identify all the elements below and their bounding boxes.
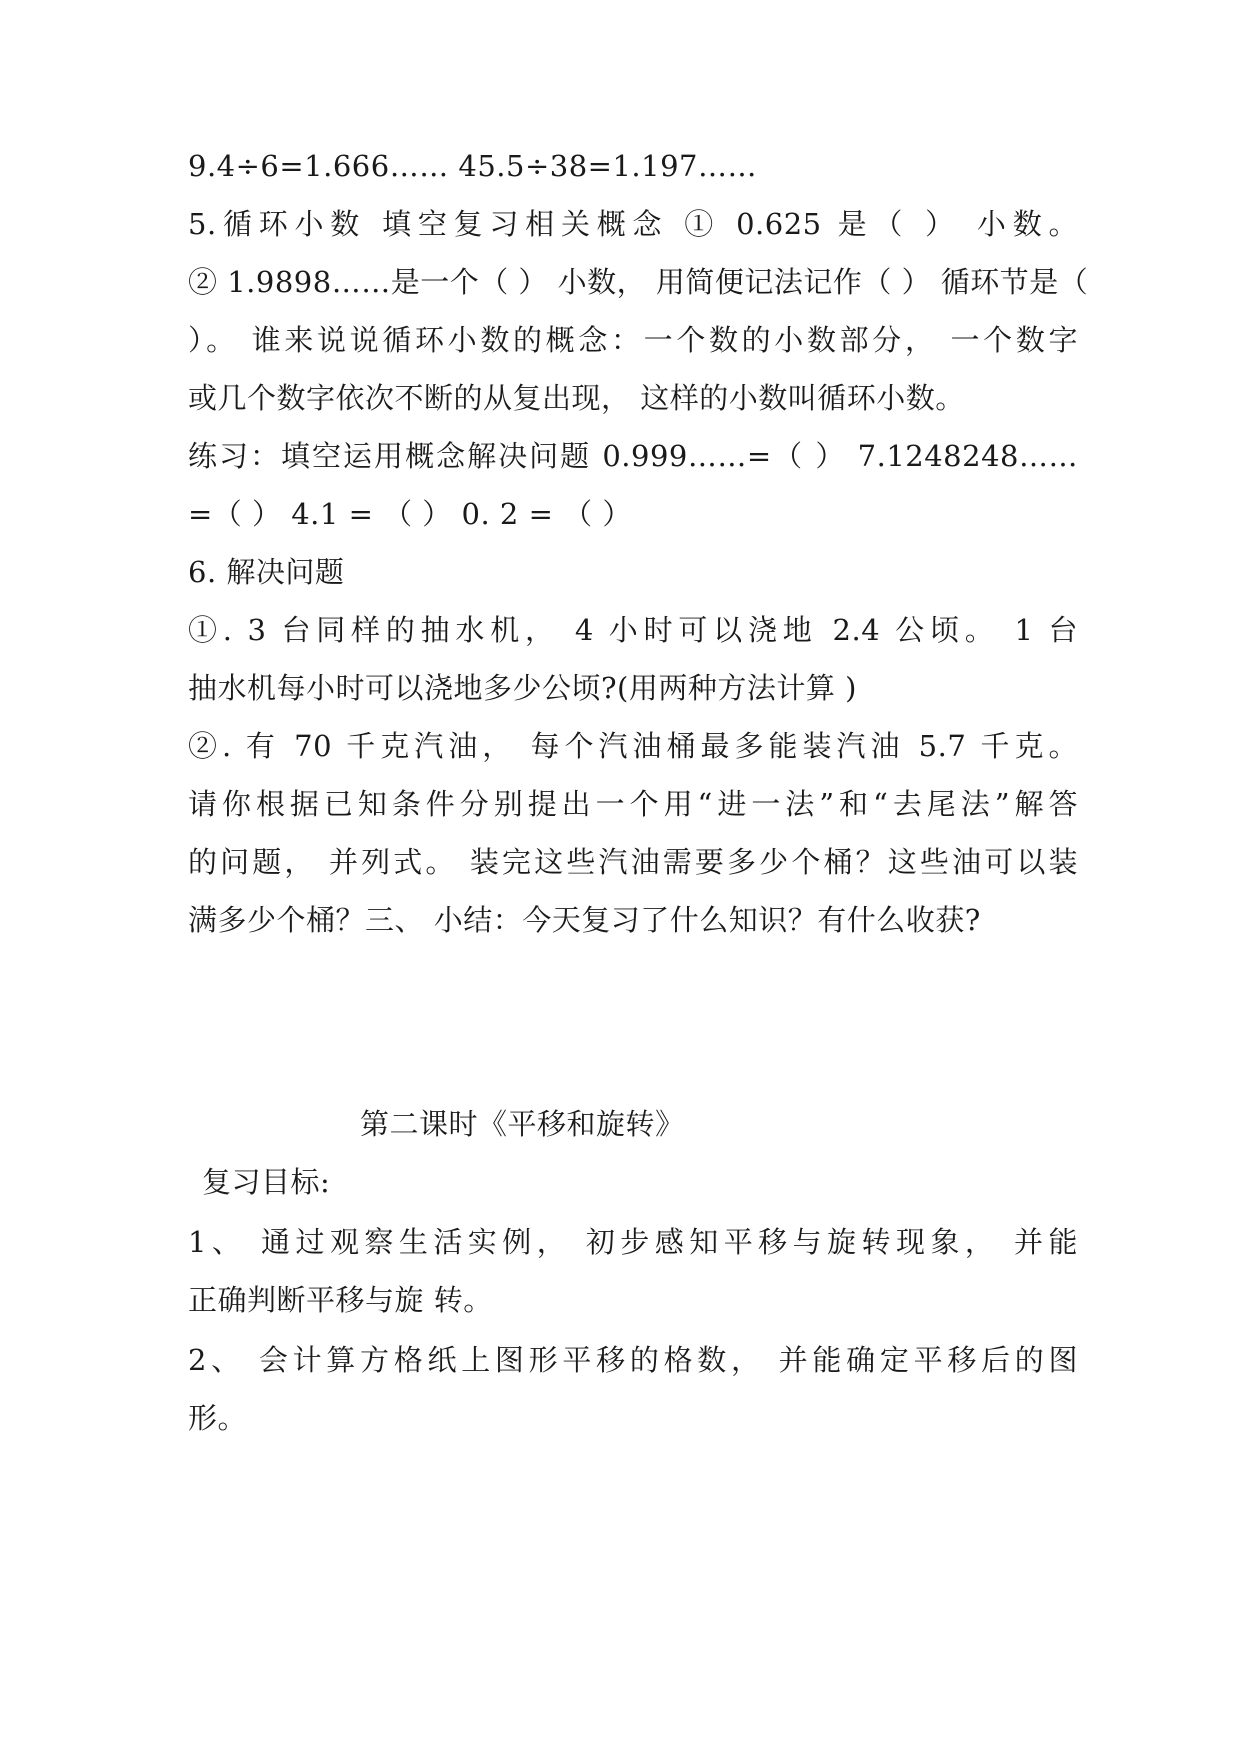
text-line-7: =（ ） 4.1 = （ ） 0. 2 = （ ） [188, 497, 632, 531]
goal-line-1: 1、 通过观察生活实例， 初步感知平移与旋转现象， 并能 [188, 1225, 1078, 1259]
goal-line-3: 2、 会计算方格纸上图形平移的格数， 并能确定平移后的图 [188, 1343, 1078, 1377]
text-line-13: 的问题， 并列式。 装完这些汽油需要多少个桶？这些油可以装 [188, 845, 1078, 879]
goal-line-4: 形。 [188, 1401, 248, 1435]
text-line-14: 满多少个桶？三、 小结：今天复习了什么知识？有什么收获? [188, 903, 981, 937]
review-goals-label: 复习目标: [202, 1165, 331, 1199]
text-line-9: ①. 3 台同样的抽水机， 4 小时可以浇地 2.4 公顷。 1 台 [188, 613, 1078, 647]
text-line-3: ② 1.9898……是一个（ ） 小数， 用简便记法记作（ ） 循环节是（ [188, 265, 1089, 299]
text-line-1: 9.4÷6=1.666…… 45.5÷38=1.197…… [188, 149, 757, 183]
text-line-5: 或几个数字依次不断的从复出现， 这样的小数叫循环小数。 [188, 381, 965, 415]
text-line-4: ）。 谁来说说循环小数的概念：一个数的小数部分， 一个数字 [188, 323, 1078, 357]
text-line-2: 5.循环小数 填空复习相关概念 ① 0.625 是（ ） 小数。 [188, 207, 1078, 241]
text-line-6: 练习：填空运用概念解决问题 0.999……=（ ） 7.1248248…… [188, 439, 1078, 473]
text-line-12: 请你根据已知条件分别提出一个用“进一法”和“去尾法”解答 [188, 787, 1078, 821]
text-line-8: 6. 解决问题 [188, 555, 345, 589]
text-line-11: ②. 有 70 千克汽油， 每个汽油桶最多能装汽油 5.7 千克。 [188, 729, 1078, 763]
section-title: 第二课时《平移和旋转》 [360, 1107, 685, 1141]
goal-line-2: 正确判断平移与旋 转。 [188, 1283, 493, 1317]
text-line-10: 抽水机每小时可以浇地多少公顷?(用两种方法计算 ) [188, 671, 857, 705]
